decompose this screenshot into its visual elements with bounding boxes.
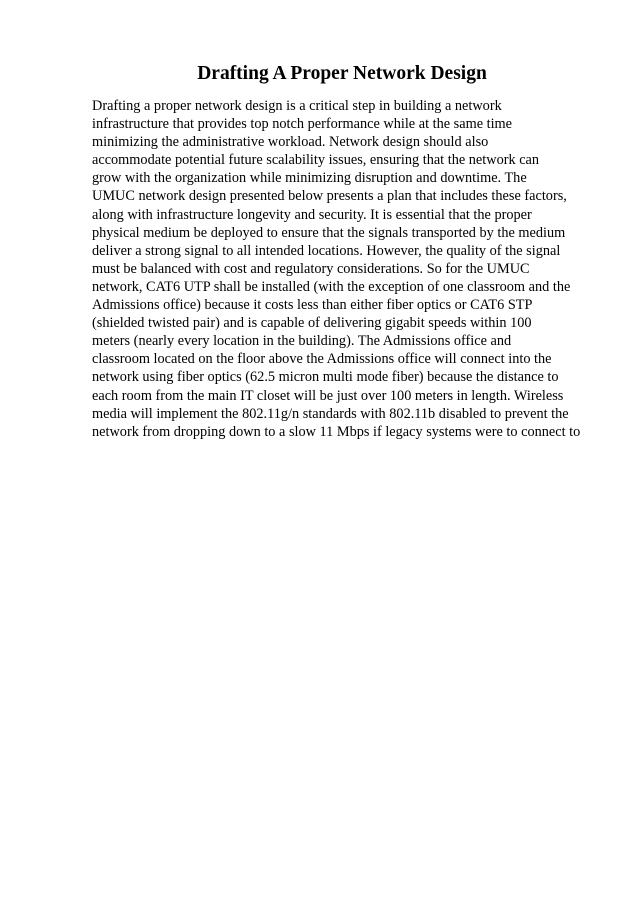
body-line: network, CAT6 UTP shall be installed (with the exception of one classroom and the [92,278,571,295]
body-line: network from dropping down to a slow 11 Mbps if legacy systems were to connect to [92,423,581,440]
body-line: media will implement the 802.11g/n standards with 802.11b disabled to prevent the [92,405,569,422]
body-line: physical medium be deployed to ensure that the signals transported by the medium [92,224,566,241]
body-line: deliver a strong signal to all intended locations. However, the quality of the signal [92,242,561,259]
body-line: grow with the organization while minimizing disruption and downtime. The [92,170,527,187]
body-line: Drafting a proper network design is a critical step in building a network [92,98,502,114]
document-title: Drafting A Proper Network Design [197,63,487,84]
body-line: each room from the main IT closet will be just over 100 meters in length. Wireless [92,387,564,404]
body-line: Admissions office) because it costs less than either fiber optics or CAT6 STP [92,297,533,314]
body-line: network using fiber optics (62.5 micron multi mode fiber) because the distance to [92,369,559,386]
body-line: meters (nearly every location in the building). The Admissions office and [92,333,512,350]
body-line: UMUC network design presented below presents a plan that includes these factors, [92,188,567,205]
body-line: infrastructure that provides top notch performance while at the same time [92,116,513,133]
document-body [92,97,612,441]
body-line: along with infrastructure longevity and security. It is essential that the proper [92,206,532,223]
body-line: minimizing the administrative workload. Network design should also [92,134,489,151]
body-line: must be balanced with cost and regulatory considerations. So for the UMUC [92,260,530,277]
body-line: classroom located on the floor above the Admissions office will connect into the [92,351,552,368]
body-line: accommodate potential future scalability issues, ensuring that the network can [92,152,540,169]
body-line: (shielded twisted pair) and is capable of delivering gigabit speeds within 100 [92,315,532,332]
